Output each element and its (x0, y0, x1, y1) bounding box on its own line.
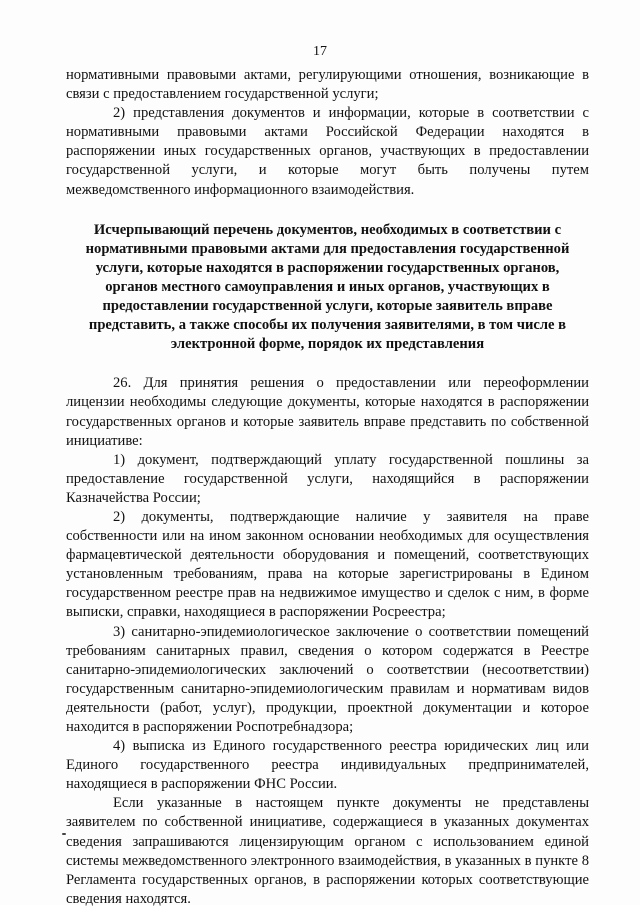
paragraph-continuation: нормативными правовыми актами, регулирующими отношения, возникающие в связи с предоставлением государственной услуги; (66, 67, 589, 103)
page-number: 17 (313, 44, 327, 59)
paragraph-final: Если указанные в настоящем пункте документы не представлены заявителем по собственной инициативе, содержащиеся в указанных документах сведения запрашиваются лицензирующим органом с использованием единой системы межведомственного электронного взаимодействия, в указанных в пункте 8 Регламента государственных органов, в распоряжении которых соответствующие сведения находятся. (66, 795, 589, 907)
paragraph-26: 26. Для принятия решения о предоставлении или переоформлении лицензии необходимы следующие документы, которые находятся в распоряжении государственных органов и которые заявитель вправе представить по собственной инициативе: (66, 375, 589, 449)
section-heading: Исчерпывающий перечень документов, необходимых в соответствии с нормативными правовыми актами для предоставления государственной услуги, которые находятся в распоряжении государственных органов, органов местного самоуправления и иных органов, участвующих в предоставлении государственной услуги, которые заявитель вправе представить, а также способы их получения заявителями, в том числе в электронной форме, порядок их представления (85, 221, 570, 353)
paragraph-item-2-intro: 2) представления документов и информации, которые в соответствии с нормативными правовыми актами Российской Федерации находятся в распоряжении иных государственных органов, участвующих в предоставлении государственной услуги, и которые могут быть получены путем межведомственного информационного взаимодействия. (66, 105, 589, 198)
list-item-3: 3) санитарно-эпидемиологическое заключение о соответствии помещений требованиям санитарных правил, сведения о котором содержатся в Реестре санитарно-эпидемиологических заключений о соответствии (несоответствии) государственным санитарно-эпидемиологическим правилам и нормативам видов деятельности (работ, услуг), продукции, проектной документации и которое находится в распоряжении Роспотребнадзора; (66, 623, 589, 735)
document-body (66, 66, 589, 909)
list-item-2: 2) документы, подтверждающие наличие у заявителя на праве собственности или на ином законном основании необходимых для осуществления фармацевтической деятельности оборудования и помещений, соответствующих установленным требованиям, права на которые зарегистрированы в Едином государственном реестре прав на недвижимое имущество и сделок с ним, в форме выписки, справки, находящиеся в распоряжении Росреестра; (66, 508, 589, 621)
list-item-4: 4) выписка из Единого государственного реестра юридических лиц или Единого государственного реестра индивидуальных предпринимателей, находящиеся в распоряжении ФНС России. (66, 738, 589, 793)
list-item-1: 1) документ, подтверждающий уплату государственной пошлины за предоставление государственной услуги, находящийся в распоряжении Казначейства России; (66, 451, 589, 506)
scan-mark (62, 833, 66, 835)
